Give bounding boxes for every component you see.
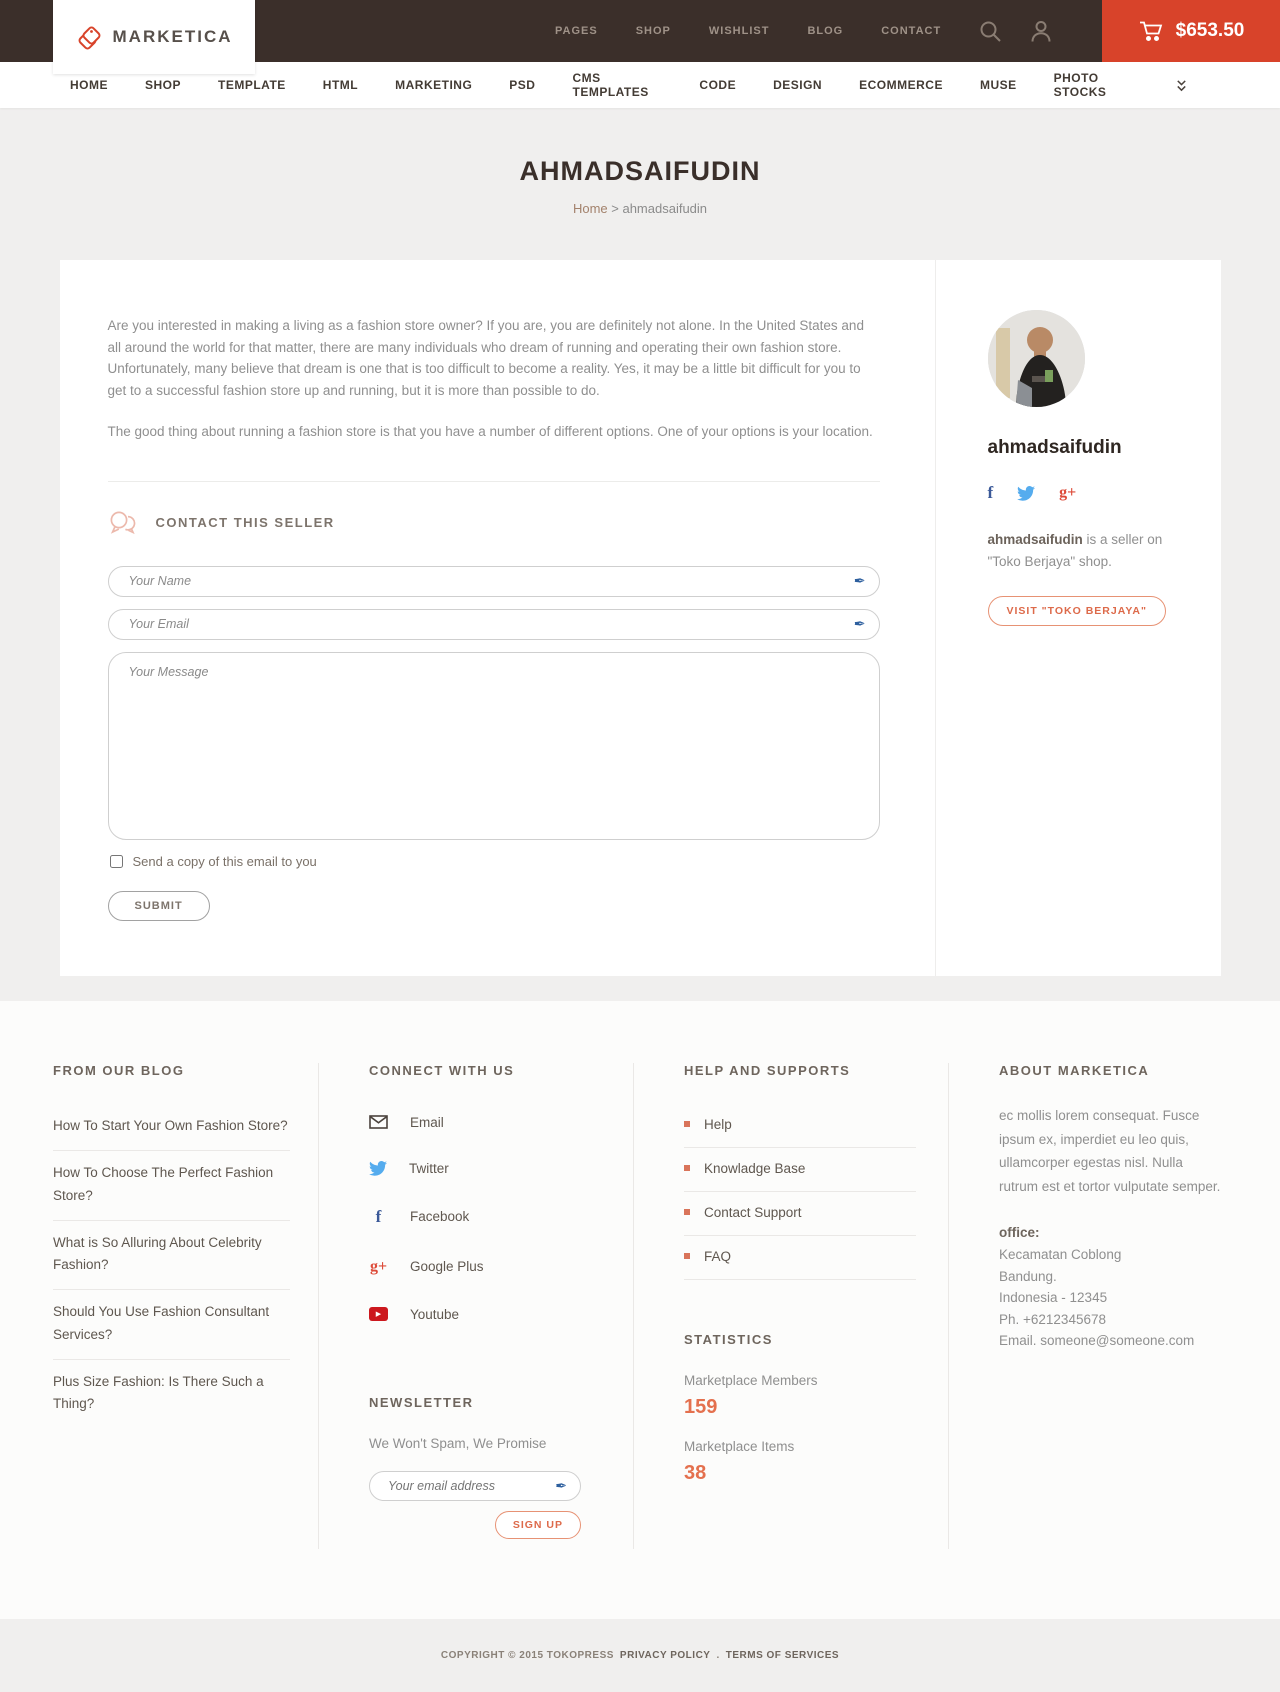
connect-facebook-link[interactable] (369, 1196, 633, 1238)
seller-description-rest: is a seller on "Toko Berjaya" shop. (987, 532, 1163, 570)
cart-button[interactable] (1102, 0, 1280, 62)
cart-icon (1138, 19, 1164, 43)
nav-muse[interactable]: MUSE (979, 78, 1017, 92)
office-line: Ph. +6212345678 (999, 1311, 1106, 1327)
email-input[interactable] (108, 609, 880, 640)
send-copy-checkbox[interactable] (110, 855, 123, 868)
topmenu-contact[interactable]: CONTACT (881, 25, 942, 37)
newsletter-tagline: We Won't Spam, We Promise (369, 1435, 547, 1451)
page-title: AHMADSAIFUDIN (519, 156, 761, 186)
help-link[interactable] (684, 1192, 916, 1236)
contact-seller-heading: CONTACT THIS SELLER (155, 515, 335, 531)
connect-google-plus-label: Google Plus (410, 1259, 484, 1275)
twitter-icon[interactable] (1017, 486, 1035, 501)
office-line: Kecamatan Coblong (999, 1247, 1122, 1263)
seller-description (988, 529, 1176, 574)
help-link[interactable] (684, 1104, 916, 1148)
newsletter-section (369, 1395, 633, 1539)
topmenu-pages[interactable]: PAGES (555, 25, 598, 37)
newsletter-email-input[interactable] (369, 1471, 581, 1501)
topmenu-blog[interactable]: BLOG (807, 25, 844, 37)
newsletter-signup-button[interactable]: SIGN UP (495, 1511, 581, 1539)
search-icon[interactable] (979, 20, 1002, 43)
pen-icon: ✒ (853, 615, 866, 632)
nav-template[interactable]: TEMPLATE (218, 78, 286, 92)
square-bullet-icon (684, 1253, 690, 1259)
message-textarea[interactable] (108, 652, 880, 840)
facebook-icon[interactable]: f (987, 483, 994, 502)
terms-link[interactable]: TERMS OF SERVICES (725, 1649, 840, 1661)
blog-link[interactable]: What is So Alluring About Celebrity Fashion? (53, 1221, 290, 1291)
article-paragraph-1: Are you interested in making a living as a fashion store owner? If you are, you are definitely not alone. In the United States and all around the world for that matter, there are many individuals who dream of running and operating their own fashion store. Unfortunately, many believe that dream is one that is too difficult to become a reality. Yes, it may be a little bit difficult for you to get to a successful fashion store up and running, but it is more than possible to do. (107, 318, 864, 398)
submit-button[interactable]: SUBMIT (108, 891, 210, 921)
stat-items-value: 38 (684, 1461, 707, 1484)
connect-email-link[interactable] (369, 1104, 633, 1141)
copyright-text: COPYRIGHT © 2015 TOKOPRESS (440, 1649, 614, 1661)
footer-help-column (633, 1063, 948, 1549)
topmenu-wishlist[interactable]: WISHLIST (708, 25, 770, 37)
square-bullet-icon (684, 1121, 690, 1127)
footer (0, 1001, 1280, 1619)
footer-help-heading: HELP AND SUPPORTS (684, 1062, 851, 1078)
square-bullet-icon (684, 1209, 690, 1215)
copyright-separator: . (716, 1649, 720, 1661)
user-icon[interactable] (1030, 20, 1052, 43)
content-card (60, 260, 1221, 976)
tag-logo-icon (76, 23, 103, 52)
chat-bubbles-icon (108, 510, 138, 536)
top-bar (0, 0, 1280, 62)
contact-form (108, 566, 880, 921)
seller-sidebar (935, 260, 1221, 976)
help-link-label: Contact Support (704, 1204, 802, 1220)
privacy-policy-link[interactable]: PRIVACY POLICY (619, 1649, 711, 1661)
about-text: ec mollis lorem consequat. Fusce ipsum ex, imperdiet eu leo quis, ullamcorper egestas nisl. Nulla rutrum est et tortor vulputate semper. (999, 1107, 1221, 1194)
statistics-section (684, 1332, 948, 1485)
help-link-label: Knowladge Base (704, 1160, 806, 1176)
blog-link[interactable]: How To Choose The Perfect Fashion Store? (53, 1151, 290, 1221)
footer-connect-heading: CONNECT WITH US (369, 1062, 515, 1078)
stat-members-value: 159 (684, 1395, 718, 1418)
connect-youtube-label: Youtube (410, 1306, 460, 1322)
nav-marketing[interactable]: MARKETING (395, 78, 473, 92)
footer-about-heading: ABOUT MARKETICA (999, 1062, 1150, 1078)
copyright-bar (0, 1619, 1280, 1692)
blog-link[interactable]: Should You Use Fashion Consultant Services? (53, 1290, 290, 1360)
footer-connect-column (318, 1063, 633, 1549)
help-link[interactable] (684, 1236, 916, 1280)
pen-icon: ✒ (555, 1477, 567, 1494)
connect-facebook-label: Facebook (410, 1209, 470, 1225)
nav-code[interactable]: CODE (699, 78, 737, 92)
nav-html[interactable]: HTML (322, 78, 359, 92)
office-line: Indonesia - 12345 (999, 1290, 1108, 1306)
footer-blog-column (53, 1063, 318, 1549)
breadcrumb (0, 201, 1280, 216)
pen-icon: ✒ (853, 572, 866, 589)
chevron-double-down-icon[interactable] (1175, 79, 1188, 92)
seller-name: ahmadsaifudin (987, 437, 1122, 458)
footer-about-column (948, 1063, 1280, 1549)
connect-email-label: Email (410, 1114, 444, 1130)
connect-twitter-label: Twitter (409, 1160, 449, 1176)
nav-home[interactable]: HOME (70, 78, 108, 92)
nav-photo-stocks[interactable]: PHOTO STOCKS (1053, 71, 1107, 99)
facebook-icon: f (375, 1206, 382, 1226)
nav-design[interactable]: DESIGN (773, 78, 823, 92)
send-copy-label[interactable]: Send a copy of this email to you (132, 853, 317, 869)
twitter-icon (369, 1161, 387, 1176)
email-icon (369, 1115, 388, 1129)
connect-twitter-link[interactable] (369, 1150, 633, 1187)
statistics-heading: STATISTICS (684, 1331, 773, 1347)
google-plus-icon[interactable]: g+ (1059, 484, 1077, 501)
newsletter-heading: NEWSLETTER (369, 1394, 474, 1410)
section-divider (108, 481, 880, 482)
nav-ecommerce[interactable]: ECOMMERCE (859, 78, 943, 92)
square-bullet-icon (684, 1165, 690, 1171)
office-label: office: (999, 1225, 1040, 1241)
logo[interactable] (53, 0, 255, 74)
blog-link[interactable]: Plus Size Fashion: Is There Such a Thing? (53, 1373, 264, 1412)
youtube-icon: ▶ (369, 1307, 388, 1321)
help-link-label: FAQ (704, 1248, 732, 1264)
connect-google-plus-link[interactable] (369, 1247, 633, 1287)
blog-link[interactable]: How To Start Your Own Fashion Store? (53, 1104, 290, 1151)
seller-description-name: ahmadsaifudin (987, 532, 1083, 547)
top-menu (555, 25, 941, 37)
seller-avatar (988, 310, 1085, 407)
breadcrumb-home-link[interactable]: Home (572, 201, 608, 216)
stat-members-label: Marketplace Members (684, 1372, 818, 1388)
help-link-label: Help (704, 1116, 732, 1132)
stat-items-label: Marketplace Items (684, 1438, 795, 1454)
nav-shop[interactable]: SHOP (145, 78, 182, 92)
name-input[interactable] (108, 566, 880, 597)
google-plus-icon: g+ (369, 1257, 388, 1275)
connect-youtube-link[interactable] (369, 1296, 633, 1333)
topmenu-shop[interactable]: SHOP (635, 25, 671, 37)
help-link[interactable] (684, 1148, 916, 1192)
nav-cms-templates[interactable]: CMS TEMPLATES (572, 71, 649, 99)
breadcrumb-separator: > (607, 201, 623, 216)
visit-shop-button[interactable]: VISIT "TOKO BERJAYA" (988, 596, 1166, 626)
footer-blog-heading: FROM OUR BLOG (53, 1062, 185, 1078)
office-line: Email. someone@someone.com (999, 1333, 1195, 1349)
office-line: Bandung. (999, 1268, 1057, 1284)
nav-psd[interactable]: PSD (509, 78, 536, 92)
brand-name: MARKETICA (112, 27, 233, 46)
cart-total: $653.50 (1175, 20, 1245, 41)
article-paragraph-2: The good thing about running a fashion store is that you have a number of different options. One of your options is your location. (107, 424, 873, 440)
breadcrumb-current: ahmadsaifudin (622, 201, 708, 216)
